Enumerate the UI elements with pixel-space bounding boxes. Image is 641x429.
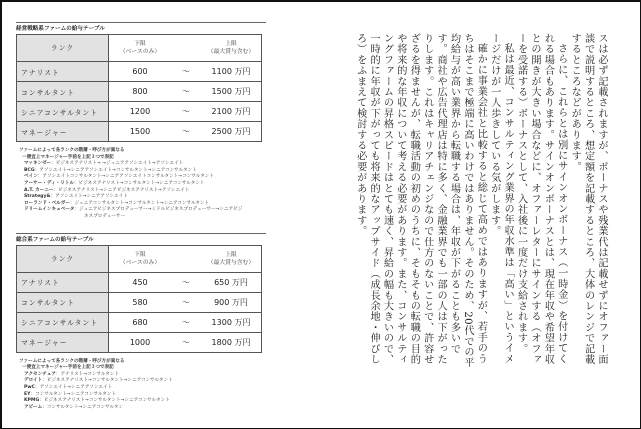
table-row [17,122,262,142]
rank-cell: コンサルタント [17,82,109,102]
salary-table-general [16,233,266,412]
header-low [109,245,172,272]
header-high-label: 上限 [225,251,237,258]
firm-note [19,398,266,405]
header-low-label: 下限 [134,41,146,47]
firm-note [19,378,266,385]
salary-table-strategy [16,22,266,221]
paragraph: スは必ず記載されますが、ボーナスや残業代は記載せずにオファー面談で説明するところ、想定額を記載するところ、大体のレンジで記載するところなどがあります。 [569,33,607,365]
header-high [201,35,262,62]
firm-path: ：アソシエイトコンサルタント→シニアアソシエイトコンサルタント→コンサルタント [37,174,214,180]
table-row [17,332,262,352]
table-notes [16,359,266,412]
firm-name: ドリームインキュベータ [24,207,75,213]
low-cell: 1200 [109,102,172,122]
firm-path: ：コンサルタント→シニアコンサルタン [42,404,124,410]
rank-cell: シニアコンサルタント [17,312,109,332]
firm-path: ：ビジネスアナリスト→コンサルタント→シニアコンサルタント [74,180,205,186]
header-low-note: （ベースのみ） [119,259,161,266]
firm-note [19,385,266,392]
header-high-note: （最大賞与含む） [207,49,255,55]
tilde-cell: 〜 [171,292,201,312]
firm-path: ：アソシエイト→シニアアソシエイト [34,384,113,390]
firm-name: A.T. カーニー [24,187,54,193]
high-cell: 1300 万円 [201,312,262,332]
table-header-row [17,245,262,272]
firm-name: アーサー・ディ・リトル [24,180,75,186]
firm-name: PwC [24,384,35,390]
firm-path: ：コンサルタント→シニアコンサルタント [30,391,116,397]
table-title: 総合系ファームの給与テーブル [16,233,266,244]
notes-lead: ファームによって各ランクの階層・呼び方が異なる [19,358,125,364]
firm-note [19,194,266,201]
firm-path: ：アナリスト→コンサルタント [55,371,119,377]
firm-path: ：ビジネスアナリスト→コンサルタント→シニアコンサルタント [42,378,173,384]
rank-cell: マネージャー [17,332,109,352]
firm-path: ：ジュニアコンサルタント→コンサルタント→シニアコンサルタント [69,200,210,206]
table-row [17,62,262,82]
header-low [109,35,172,62]
tilde-cell: 〜 [171,332,201,352]
firm-name: KPMG [24,398,40,404]
notes-lead: ファームによって各ランクの階層・呼び方が異なる [19,148,125,153]
high-cell: 1100 万円 [201,62,262,82]
header-low-label: 下限 [134,251,146,258]
firm-path: ：アソシエイト→シニアアソシエイト→コンサルタント→シニアコンサルタント [34,167,197,173]
body-text-vertical [318,33,608,373]
header-high-label: 上限 [225,41,237,47]
high-cell: 2500 万円 [201,122,262,142]
rank-cell: マネージャー [17,122,109,142]
low-cell: 800 [109,82,172,102]
table-row [17,292,262,312]
tilde-cell: 〜 [171,102,201,122]
high-cell: 2100 万円 [201,102,262,122]
rank-cell: コンサルタント [17,292,109,312]
firm-name: ベイン [24,174,38,180]
firm-path: ：ジュニアビジネスプロデューサー→ミドルビジネスプロデューサー→シニアビジ [74,207,243,213]
table-header-row [17,35,262,62]
firm-name: BCG [24,167,35,173]
high-cell: 650 万円 [201,272,262,292]
low-cell: 450 [109,272,172,292]
tilde-cell: 〜 [171,82,201,102]
rank-cell: アナリスト [17,272,109,292]
high-cell: 1800 万円 [201,332,262,352]
paragraph: 確かに事業会社と比較すると総じて高めではありますが、若手のうちはそこまで極端に高いわけではありません。そのため、20代での平均給与が高い業界から転職する場合は、年収が下がることも多いです。商社や広告代理店は特に多く、金融業界でも一部の人は下がったりします。これはキャリアチェンジなので仕方のないことで、許容せざるを得ませんが、転職活動の初めのうちに、そもそもの転職の目的や将来的な年収について考える必要があります。また、コンサルティングファームの昇格スピードはとても速く、昇給の幅も大きいので、一時的に年収が下がっても将来的なアップサイド（成長余地・伸びしろ）をふまえて検討する必要があります。 [354,33,487,368]
tilde-cell: 〜 [171,122,201,142]
firm-name: ローランド・ベルガー [24,200,70,206]
table-row [17,102,262,122]
firm-path: ：アソシエイト→シニアアソシエイト [50,194,128,200]
low-cell: 580 [109,292,172,312]
header-high [201,245,262,272]
paragraph: 私は最近、コンサルティング業界の年収水準は「高い」というイメージだけが一人歩きしている気がします。 [488,33,514,365]
firm-note [19,405,266,412]
low-cell: 1500 [109,122,172,142]
low-cell: 1000 [109,332,172,352]
firm-path: ：ビジネスアナリスト→ →ジュニアアソシエイト→アソシエイト [51,161,184,167]
firm-name: アクセンチュア [24,371,56,377]
firm-note-continued: ネスプロデューサー [84,213,126,219]
table-title: 経営戦略系ファームの給与テーブル [16,22,266,33]
firm-note [19,181,266,188]
firm-name: マッキンゼー [24,161,52,167]
tilde-cell: 〜 [171,272,201,292]
firm-name: EY [24,391,31,397]
firm-note [19,161,266,168]
table-row [17,272,262,292]
table-row [17,312,262,332]
firm-note [19,174,266,181]
notes-sub: 一便宜上マネージャー手前を上記３つで表記 [22,154,114,160]
tilde-cell: 〜 [171,62,201,82]
header-rank: ランク [17,245,109,272]
header-high-note: （最大賞与含む） [207,259,255,266]
header-sep [171,35,201,62]
table-row [17,82,262,102]
rank-cell: シニアコンサルタント [17,102,109,122]
firm-name: デロイト [24,378,43,384]
tilde-cell: 〜 [171,312,201,332]
salary-table [16,34,262,142]
firm-path: ：ビジネスアナリスト→コンサルタント→シニアコンサルタント [39,398,170,404]
high-cell: 900 万円 [201,292,262,312]
header-sep [171,245,201,272]
firm-name: Strategy& [24,194,51,200]
firm-name: アビーム [24,404,43,410]
firm-path: ：ビジネスアナリスト→シニアビジネスアナリスト→アソシエイト [53,187,190,193]
left-page [16,22,266,411]
rank-cell: アナリスト [17,62,109,82]
table-notes [16,148,266,221]
notes-sub: 一便宜上マネージャー手前を上記３つで表記 [22,365,114,371]
header-rank: ランク [17,35,109,62]
header-low-note: （ベースのみ） [119,49,161,55]
firm-note [19,207,266,214]
high-cell: 1500 万円 [201,82,262,102]
low-cell: 600 [109,62,172,82]
paragraph: さらに、これらとは別にサインオンボーナス（一時金）を付けてくれる場合もあります。サインオンボーナスとは、現在年収や希望年収との開きが大きい場合などに、オファーレターにサインする（オファーを受諾する）ボーナスとして、入社後に一度だけ支給されます。 [515,33,567,365]
low-cell: 680 [109,312,172,332]
salary-table [16,245,262,353]
